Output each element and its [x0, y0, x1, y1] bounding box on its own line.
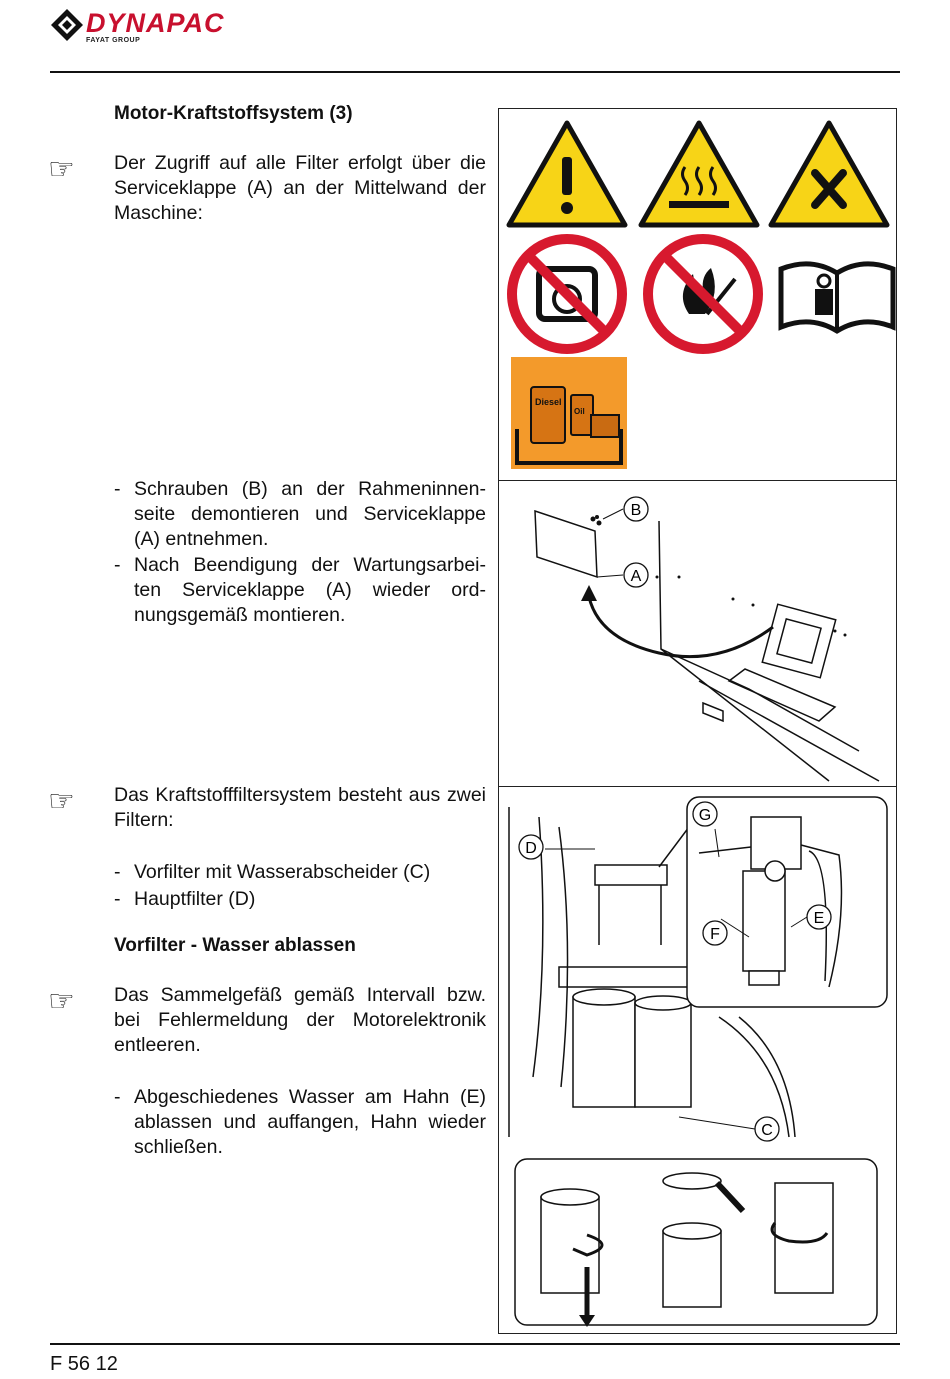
bullet-dash: - — [114, 1086, 121, 1108]
bullet-text: Abgeschiedenes Wasser am Hahn (E) ablassen und auffangen, Hahn wieder schließen. — [134, 1086, 486, 1158]
pointing-hand-icon: ☞ — [48, 985, 75, 1018]
label-c: C — [761, 1122, 773, 1139]
pointing-hand-icon: ☞ — [48, 785, 75, 818]
label-g: G — [698, 807, 712, 824]
bullet-text: Nach Beendigung der Wartungsarbei-ten Serviceklappe (A) wieder ord-nungsgemäß montieren. — [134, 554, 486, 626]
list-item — [114, 477, 486, 552]
hot-surface-warning-icon — [641, 123, 757, 225]
general-warning-icon — [509, 123, 625, 225]
oil-label: Oil — [574, 407, 585, 416]
filter-system-drawing — [499, 787, 896, 1333]
service-flap-drawing — [499, 481, 896, 787]
bullet-text: Hauptfilter (D) — [134, 888, 256, 910]
label-d: D — [525, 840, 537, 857]
safety-symbols-panel — [498, 108, 897, 482]
page-identifier: F 56 12 — [50, 1353, 118, 1375]
section-heading-fuel-system: Motor-Kraftstoffsystem (3) — [114, 103, 353, 124]
pointing-hand-icon: ☞ — [48, 153, 75, 186]
dynapac-logo — [50, 6, 310, 46]
filter-system-intro-text: Das Kraftstofffiltersystem besteht aus zwei Filtern: — [114, 784, 486, 831]
bullet-dash: - — [114, 888, 121, 910]
bullet-dash: - — [114, 478, 121, 500]
service-flap-figure — [498, 480, 897, 788]
section-heading-drain-water: Vorfilter - Wasser ablassen — [114, 935, 356, 956]
no-engine-running-icon — [512, 239, 622, 349]
label-b: B — [630, 502, 642, 519]
list-item — [114, 553, 486, 628]
dynapac-diamond-icon — [50, 8, 84, 42]
list-item — [114, 1085, 486, 1160]
no-open-flame-icon — [648, 239, 758, 349]
bullet-text: Schrauben (B) an der Rahmeninnen-seite demontieren und Serviceklappe (A) entnehmen. — [134, 478, 486, 550]
access-intro-text: Der Zugriff auf alle Filter erfolgt über die Serviceklappe (A) an der Mittelwand der Maschine: — [114, 152, 486, 224]
list-item — [114, 860, 486, 885]
list-item — [114, 887, 486, 912]
label-a: A — [630, 568, 642, 585]
harmful-substance-warning-icon — [771, 123, 887, 225]
footer-rule — [50, 1343, 900, 1345]
brand-name: DYNAPAC — [86, 8, 225, 38]
filter-system-figure — [498, 786, 897, 1334]
read-manual-icon — [781, 264, 893, 331]
header-rule — [50, 71, 900, 73]
environment-disposal-icon — [511, 357, 627, 469]
label-f: F — [710, 926, 720, 943]
label-e: E — [813, 910, 825, 927]
bullet-dash: - — [114, 861, 121, 883]
drain-intro-text: Das Sammelgefäß gemäß Intervall bzw. bei Fehlermeldung der Motorelektronik entleeren. — [114, 984, 486, 1056]
brand-subtitle: FAYAT GROUP — [86, 37, 141, 44]
safety-symbols-graphic — [499, 109, 896, 481]
bullet-dash: - — [114, 554, 121, 576]
diesel-label: Diesel — [535, 397, 562, 407]
bullet-text: Vorfilter mit Wasserabscheider (C) — [134, 861, 431, 883]
